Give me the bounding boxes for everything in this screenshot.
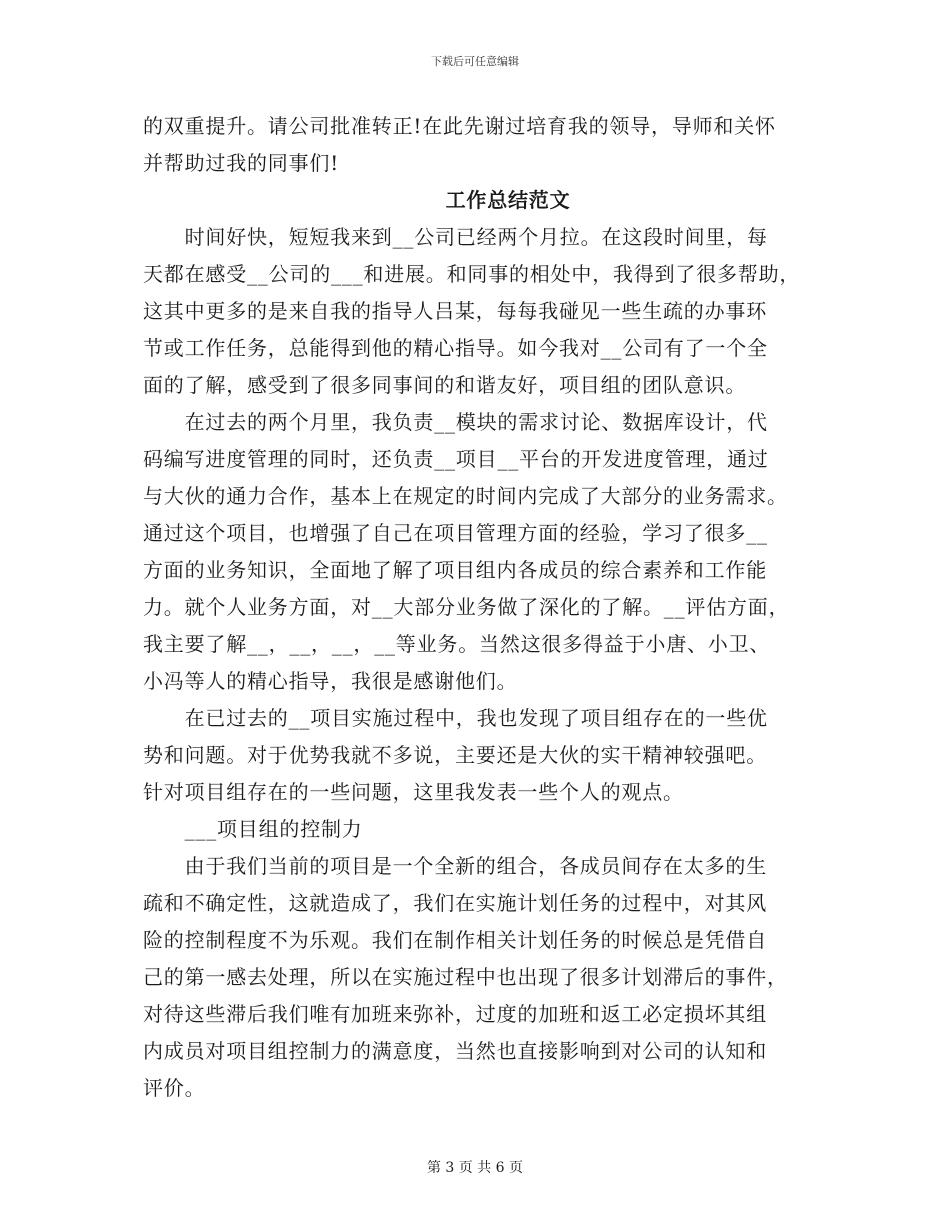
- page-header: 下载后可任意编辑: [431, 55, 519, 68]
- text-line: 并帮助过我的同事们!: [143, 151, 340, 175]
- text-line: 小冯等人的精心指导，我很是感谢他们。: [143, 669, 518, 693]
- document-body: [143, 108, 823, 1107]
- text-line: 对待这些滞后我们唯有加班来弥补，过度的加班和返工必定损坏其组: [143, 1002, 767, 1026]
- text-line: 评价。: [143, 1076, 206, 1100]
- text-line: 在已过去的__项目实施过程中，我也发现了项目组存在的一些优: [143, 706, 768, 730]
- text-line: 势和问题。对于优势我就不多说，主要还是大伙的实干精神较强吧。: [143, 743, 767, 767]
- text-line: 方面的业务知识，全面地了解了项目组内各成员的综合素养和工作能: [143, 558, 767, 582]
- text-line: 由于我们当前的项目是一个全新的组合，各成员间存在太多的生: [143, 854, 767, 878]
- text-line: 通过这个项目，也增强了自己在项目管理方面的经验，学习了很多__: [143, 521, 768, 545]
- text-line: 与大伙的通力合作，基本上在规定的时间内完成了大部分的业务需求。: [143, 484, 788, 508]
- text-line: 险的控制程度不为乐观。我们在制作相关计划任务的时候总是凭借自: [143, 928, 767, 952]
- page-footer: 第 3 页 共 6 页: [426, 1160, 524, 1176]
- text-line: 己的第一感去处理，所以在实施过程中也出现了很多计划滞后的事件，: [143, 965, 788, 989]
- text-line: 疏和不确定性，这就造成了，我们在实施计划任务的过程中，对其风: [143, 891, 767, 915]
- text-line: 面的了解，感受到了很多同事间的和谐友好，项目组的团队意识。: [143, 373, 747, 397]
- text-line: 节或工作任务，总能得到他的精心指导。如今我对__公司有了一个全: [143, 336, 768, 360]
- text-line: 在过去的两个月里，我负责__模块的需求讨论、数据库设计，代: [143, 410, 768, 434]
- text-line: 码编写进度管理的同时，还负责__项目__平台的开发进度管理，通过: [143, 447, 769, 471]
- text-line: 针对项目组存在的一些问题，这里我发表一些个人的观点。: [143, 780, 684, 804]
- section-title: 工作总结范文: [445, 188, 571, 212]
- text-line: 内成员对项目组控制力的满意度，当然也直接影响到对公司的认知和: [143, 1039, 767, 1063]
- text-line: 我主要了解__，__，__，__等业务。当然这很多得益于小唐、小卫、: [143, 632, 771, 656]
- text-line: 的双重提升。请公司批准转正!在此先谢过培育我的领导，导师和关怀: [143, 114, 776, 138]
- text-line: 力。就个人业务方面，对__大部分业务做了深化的了解。__评估方面，: [143, 595, 790, 619]
- text-line: 这其中更多的是来自我的指导人吕某，每每我碰见一些生疏的办事环: [143, 299, 767, 323]
- text-line: 天都在感受__公司的___和进展。和同事的相处中，我得到了很多帮助，: [143, 262, 801, 286]
- text-line: 时间好快，短短我来到__公司已经两个月拉。在这段时间里，每: [143, 225, 768, 249]
- subheading: ___项目组的控制力: [143, 817, 363, 841]
